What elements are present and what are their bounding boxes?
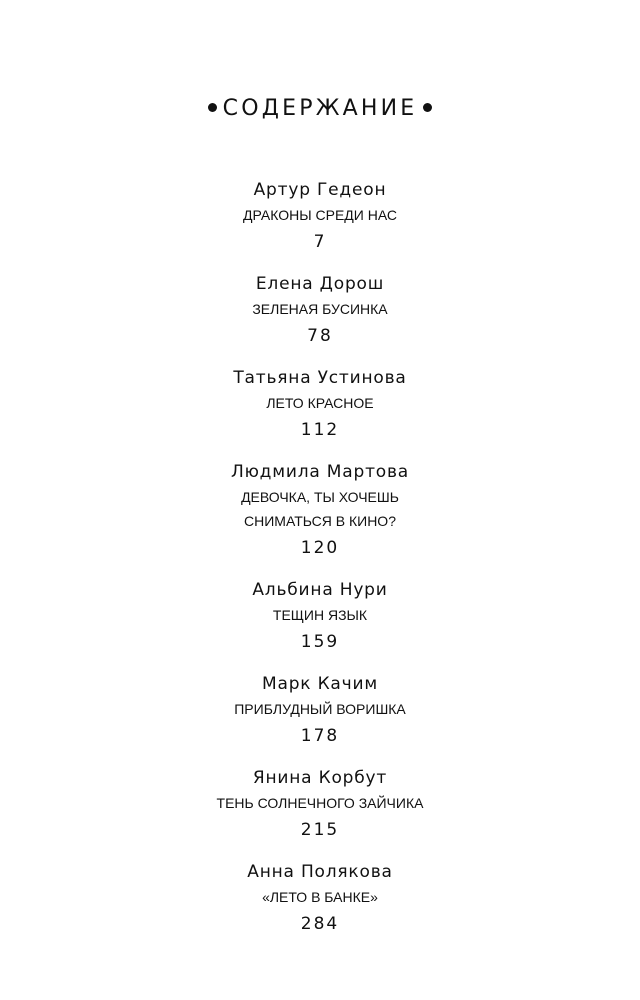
toc-entry: [0, 272, 640, 348]
bullet-dot-icon: [208, 103, 217, 112]
toc-entry: [0, 578, 640, 654]
toc-list: [0, 178, 640, 954]
entry-page-number: 78: [307, 326, 333, 346]
entry-page-number: 7: [313, 232, 327, 252]
entry-author: Альбина Нури: [252, 580, 388, 600]
entry-author: Елена Дорош: [255, 274, 385, 294]
toc-header: [0, 94, 640, 124]
entry-title: ПРИБЛУДНЫЙ ВОРИШКА: [234, 701, 406, 717]
entry-title: ЗЕЛЕНАЯ БУСИНКА: [252, 301, 388, 317]
entry-page-number: 159: [300, 632, 340, 652]
toc-entry: [0, 460, 640, 560]
entry-author: Татьяна Устинова: [233, 368, 407, 388]
toc-entry: [0, 672, 640, 748]
entry-title: ТЕНЬ СОЛНЕЧНОГО ЗАЙЧИКА: [216, 795, 424, 811]
toc-heading: СОДЕРЖАНИЕ: [222, 96, 418, 121]
toc-entry: [0, 766, 640, 842]
entry-title: ДРАКОНЫ СРЕДИ НАС: [243, 207, 397, 223]
toc-entry: [0, 860, 640, 936]
entry-author: Артур Гедеон: [253, 180, 387, 200]
entry-page-number: 112: [300, 420, 340, 440]
entry-page-number: 120: [300, 538, 340, 558]
bullet-dot-icon: [423, 103, 432, 112]
entry-author: Людмила Мартова: [230, 462, 410, 482]
entry-title: «ЛЕТО В БАНКЕ»: [262, 889, 378, 905]
toc-entry: [0, 178, 640, 254]
toc-entry: [0, 366, 640, 442]
entry-page-number: 215: [300, 820, 340, 840]
entry-page-number: 284: [300, 914, 340, 934]
entry-author: Янина Корбут: [252, 768, 388, 788]
entry-title: ТЕЩИН ЯЗЫК: [272, 607, 368, 623]
entry-title: ДЕВОЧКА, ТЫ ХОЧЕШЬ СНИМАТЬСЯ В КИНО?: [241, 489, 399, 529]
entry-page-number: 178: [300, 726, 340, 746]
entry-title: ЛЕТО КРАСНОЕ: [266, 395, 374, 411]
entry-author: Анна Полякова: [247, 862, 393, 882]
entry-author: Марк Качим: [262, 674, 378, 694]
